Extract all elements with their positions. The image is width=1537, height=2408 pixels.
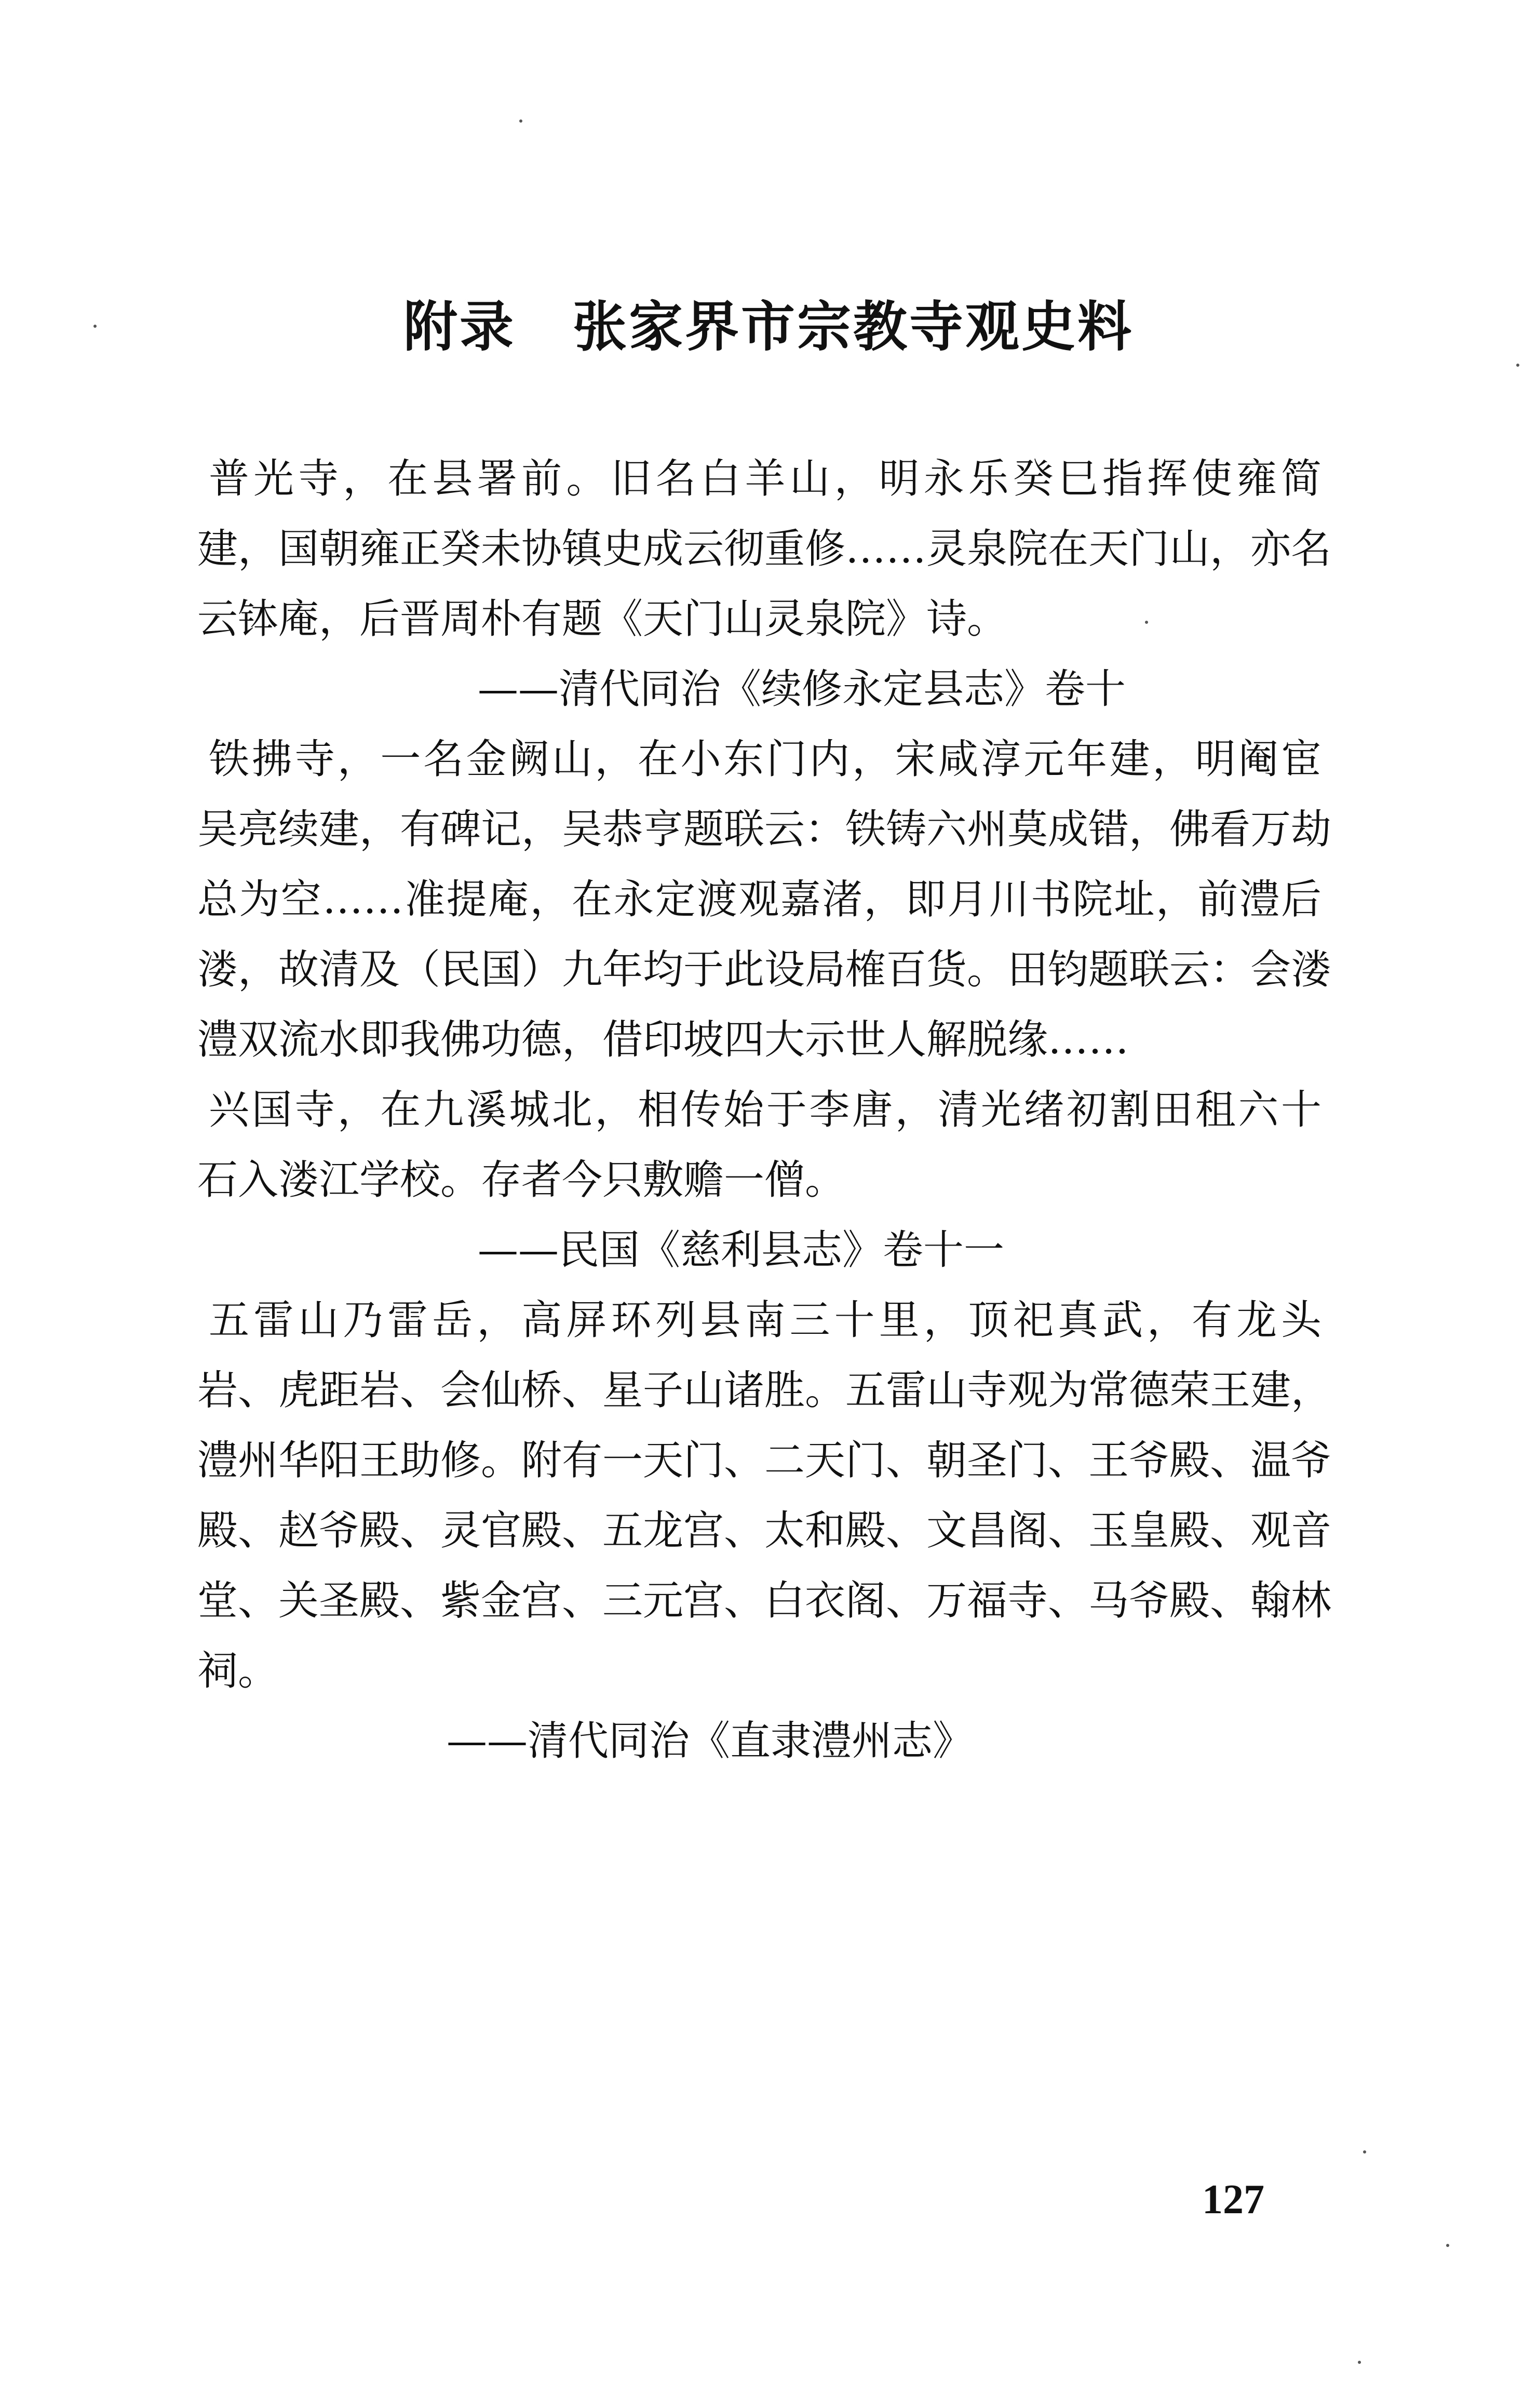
scan-speck	[519, 119, 522, 123]
text-line: 澧州华阳王助修。附有一天门、二天门、朝圣门、王爷殿、温爷	[197, 1437, 1332, 1484]
text-line: 铁拂寺，一名金阙山，在小东门内，宋咸淳元年建，明阉宦	[209, 736, 1322, 783]
text-line: 岩、虎距岩、会仙桥、星子山诸胜。五雷山寺观为常德荣王建，	[197, 1367, 1332, 1414]
scan-speck	[1516, 364, 1519, 367]
title-text: 张家界市宗教寺观史料	[573, 295, 1134, 358]
page-number: 127	[1202, 2177, 1264, 2223]
text-line: 殿、赵爷殿、灵官殿、五龙宫、太和殿、文昌阁、玉皇殿、观音	[197, 1507, 1332, 1554]
page-title	[0, 283, 1537, 361]
text-line: 吴亮续建，有碑记，吴恭亨题联云：铁铸六州莫成错，佛看万劫	[197, 806, 1332, 853]
source-citation: ——清代同治《续修永定县志》卷十	[478, 666, 1126, 713]
text-line: 五雷山乃雷岳，高屏环列县南三十里，顶祀真武，有龙头	[209, 1297, 1322, 1344]
text-line: 堂、关圣殿、紫金宫、三元宫、白衣阁、万福寺、马爷殿、翰林	[197, 1577, 1332, 1624]
scan-speck	[93, 325, 97, 328]
text-line: 普光寺，在县署前。旧名白羊山，明永乐癸巳指挥使雍简	[209, 456, 1322, 502]
paragraph-tiefu-temple	[197, 725, 1332, 1075]
source-citation: ——清代同治《直隶澧州志》	[447, 1718, 974, 1764]
text-line: 石入溇江学校。存者今只敷赡一僧。	[197, 1157, 846, 1203]
text-line: 溇，故清及（民国）九年均于此设局榷百货。田钧题联云：会溇	[197, 946, 1332, 993]
text-line: 澧双流水即我佛功德，借印坡四大示世人解脱缘……	[197, 1016, 1129, 1063]
source-citation: ——民国《慈利县志》卷十一	[478, 1227, 1005, 1274]
paragraph-puguang-temple	[197, 444, 1332, 725]
text-line: 总为空……准提庵，在永定渡观嘉渚，即月川书院址，前澧后	[197, 876, 1322, 923]
paragraph-xingguo-temple	[197, 1075, 1322, 1286]
text-line: 祠。	[197, 1648, 279, 1694]
text-line: 云钵庵，后晋周朴有题《天门山灵泉院》诗。	[197, 596, 1008, 643]
scan-speck	[1145, 621, 1148, 624]
scan-speck	[1358, 2361, 1361, 2364]
paragraph-wulei-mountain	[197, 1286, 1332, 1776]
text-line: 建，国朝雍正癸未协镇史成云彻重修……灵泉院在天门山，亦名	[197, 526, 1332, 572]
scan-speck	[1446, 2244, 1449, 2247]
text-line: 兴国寺，在九溪城北，相传始于李唐，清光绪初割田租六十	[209, 1087, 1322, 1133]
body-text	[197, 444, 1332, 1776]
scan-speck	[1363, 2150, 1366, 2153]
title-appendix-label: 附录	[403, 295, 516, 358]
